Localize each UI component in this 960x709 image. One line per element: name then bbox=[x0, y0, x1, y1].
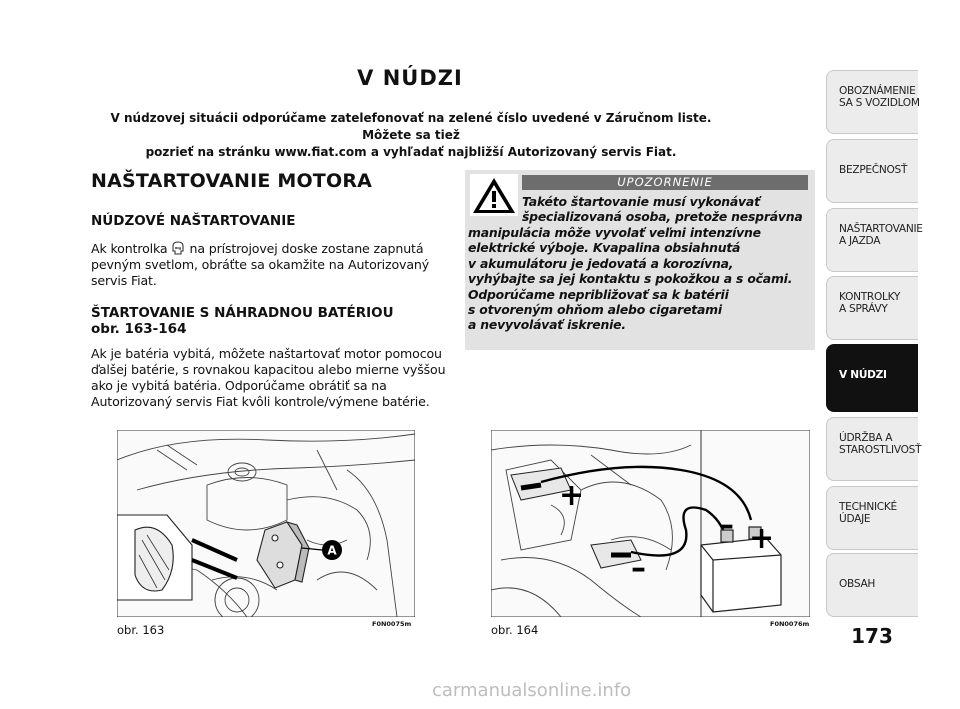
tab-technicke-udaje[interactable]: TECHNICKÉ ÚDAJE bbox=[826, 486, 918, 550]
warning-line: elektrické výboje. Kvapalina obsiahnutá bbox=[468, 240, 741, 256]
auxiliary-paragraph bbox=[91, 346, 451, 410]
warning-text-indented bbox=[522, 194, 803, 225]
intro-line: V núdzovej situácii odporúčame zatelefonovať na zelené číslo uvedené v Záručnom liste. Môžete sa tiež bbox=[110, 111, 712, 142]
tab-oboznamenie[interactable]: OBOZNÁMENIE SA S VOZIDLOM bbox=[826, 70, 918, 134]
auxiliary-line: Autorizovaný servis Fiat kvôli kontrole/výmene batérie. bbox=[91, 394, 430, 409]
tab-v-nudzi[interactable]: V NÚDZI bbox=[826, 344, 918, 412]
battery-plus-sign: + bbox=[749, 521, 775, 556]
figure-caption: obr. 163 bbox=[117, 623, 165, 637]
intro-text bbox=[95, 110, 727, 161]
warning-line: a nevyvolávať iskrenie. bbox=[468, 317, 626, 333]
warning-line: špecializovaná osoba, pretože nesprávna bbox=[522, 209, 803, 225]
figure-code: F0N0075m bbox=[372, 620, 412, 628]
auxiliary-heading bbox=[91, 305, 394, 337]
warning-line: Odporúčame nepribližovať sa k batérii bbox=[468, 286, 729, 302]
warning-line: s otvoreným ohňom alebo cigaretami bbox=[468, 302, 722, 318]
tab-bezpecnost[interactable]: BEZPEČNOSŤ bbox=[826, 139, 918, 203]
battery-plus-sign: + bbox=[559, 478, 585, 513]
immobilizer-lamp-icon bbox=[170, 240, 186, 256]
intro-line: pozrieť na stránku www.fiat.com a vyhľadať najbližší Autorizovaný servis Fiat. bbox=[145, 145, 677, 159]
figure-label-a: A bbox=[327, 543, 337, 558]
page-title: V NÚDZI bbox=[357, 66, 463, 90]
section-title: NAŠTARTOVANIE MOTORA bbox=[91, 170, 373, 192]
auxiliary-line: ako je vybitá batéria. Odporúčame obrátiť sa na bbox=[91, 378, 387, 393]
watermark: carmanualsonline.info bbox=[432, 680, 632, 701]
auxiliary-heading-line: obr. 163-164 bbox=[91, 321, 187, 337]
emergency-line-2: pevným svetlom, obráťte sa okamžite na Autorizovaný bbox=[91, 257, 430, 272]
warning-line: Takéto štartovanie musí vykonávať bbox=[522, 194, 760, 209]
warning-text bbox=[468, 225, 792, 333]
battery-minus-sign: – bbox=[631, 551, 646, 586]
warning-line: vyhýbajte sa jej kontaktu s pokožkou a s očami. bbox=[468, 271, 793, 287]
battery-minus-sign: – bbox=[719, 508, 734, 543]
emergency-heading: NÚDZOVÉ NAŠTARTOVANIE bbox=[91, 213, 296, 229]
warning-line: v akumulátoru je jedovatá a korozívna, bbox=[468, 255, 734, 271]
warning-triangle-icon bbox=[470, 174, 518, 216]
tab-nastartovanie[interactable]: NAŠTARTOVANIE A JAZDA bbox=[826, 208, 918, 272]
warning-header: UPOZORNENIE bbox=[522, 175, 808, 190]
auxiliary-line: Ak je batéria vybitá, môžete naštartovať motor pomocou bbox=[91, 346, 442, 361]
emergency-line-1: Ak kontrolka na prístrojovej doske zostane zapnutá bbox=[91, 241, 424, 256]
engine-bay-figure bbox=[117, 430, 415, 617]
figure-code: F0N0076m bbox=[770, 620, 810, 628]
tab-kontrolky[interactable]: KONTROLKY A SPRÁVY bbox=[826, 276, 918, 340]
emergency-paragraph bbox=[91, 240, 451, 289]
page-number: 173 bbox=[851, 624, 893, 648]
figure-caption: obr. 164 bbox=[491, 623, 539, 637]
jump-start-figure bbox=[491, 430, 810, 617]
auxiliary-heading-line: ŠTARTOVANIE S NÁHRADNOU BATÉRIOU bbox=[91, 305, 394, 321]
auxiliary-line: ďalšej batérie, s rovnakou kapacitou alebo mierne vyššou bbox=[91, 362, 446, 377]
tab-udrzba[interactable]: ÚDRŽBA A STAROSTLIVOSŤ bbox=[826, 417, 918, 481]
tab-obsah[interactable]: OBSAH bbox=[826, 553, 918, 617]
warning-line: manipulácia môže vyvolať veľmi intenzívne bbox=[468, 225, 761, 240]
emergency-line-3: servis Fiat. bbox=[91, 273, 157, 288]
